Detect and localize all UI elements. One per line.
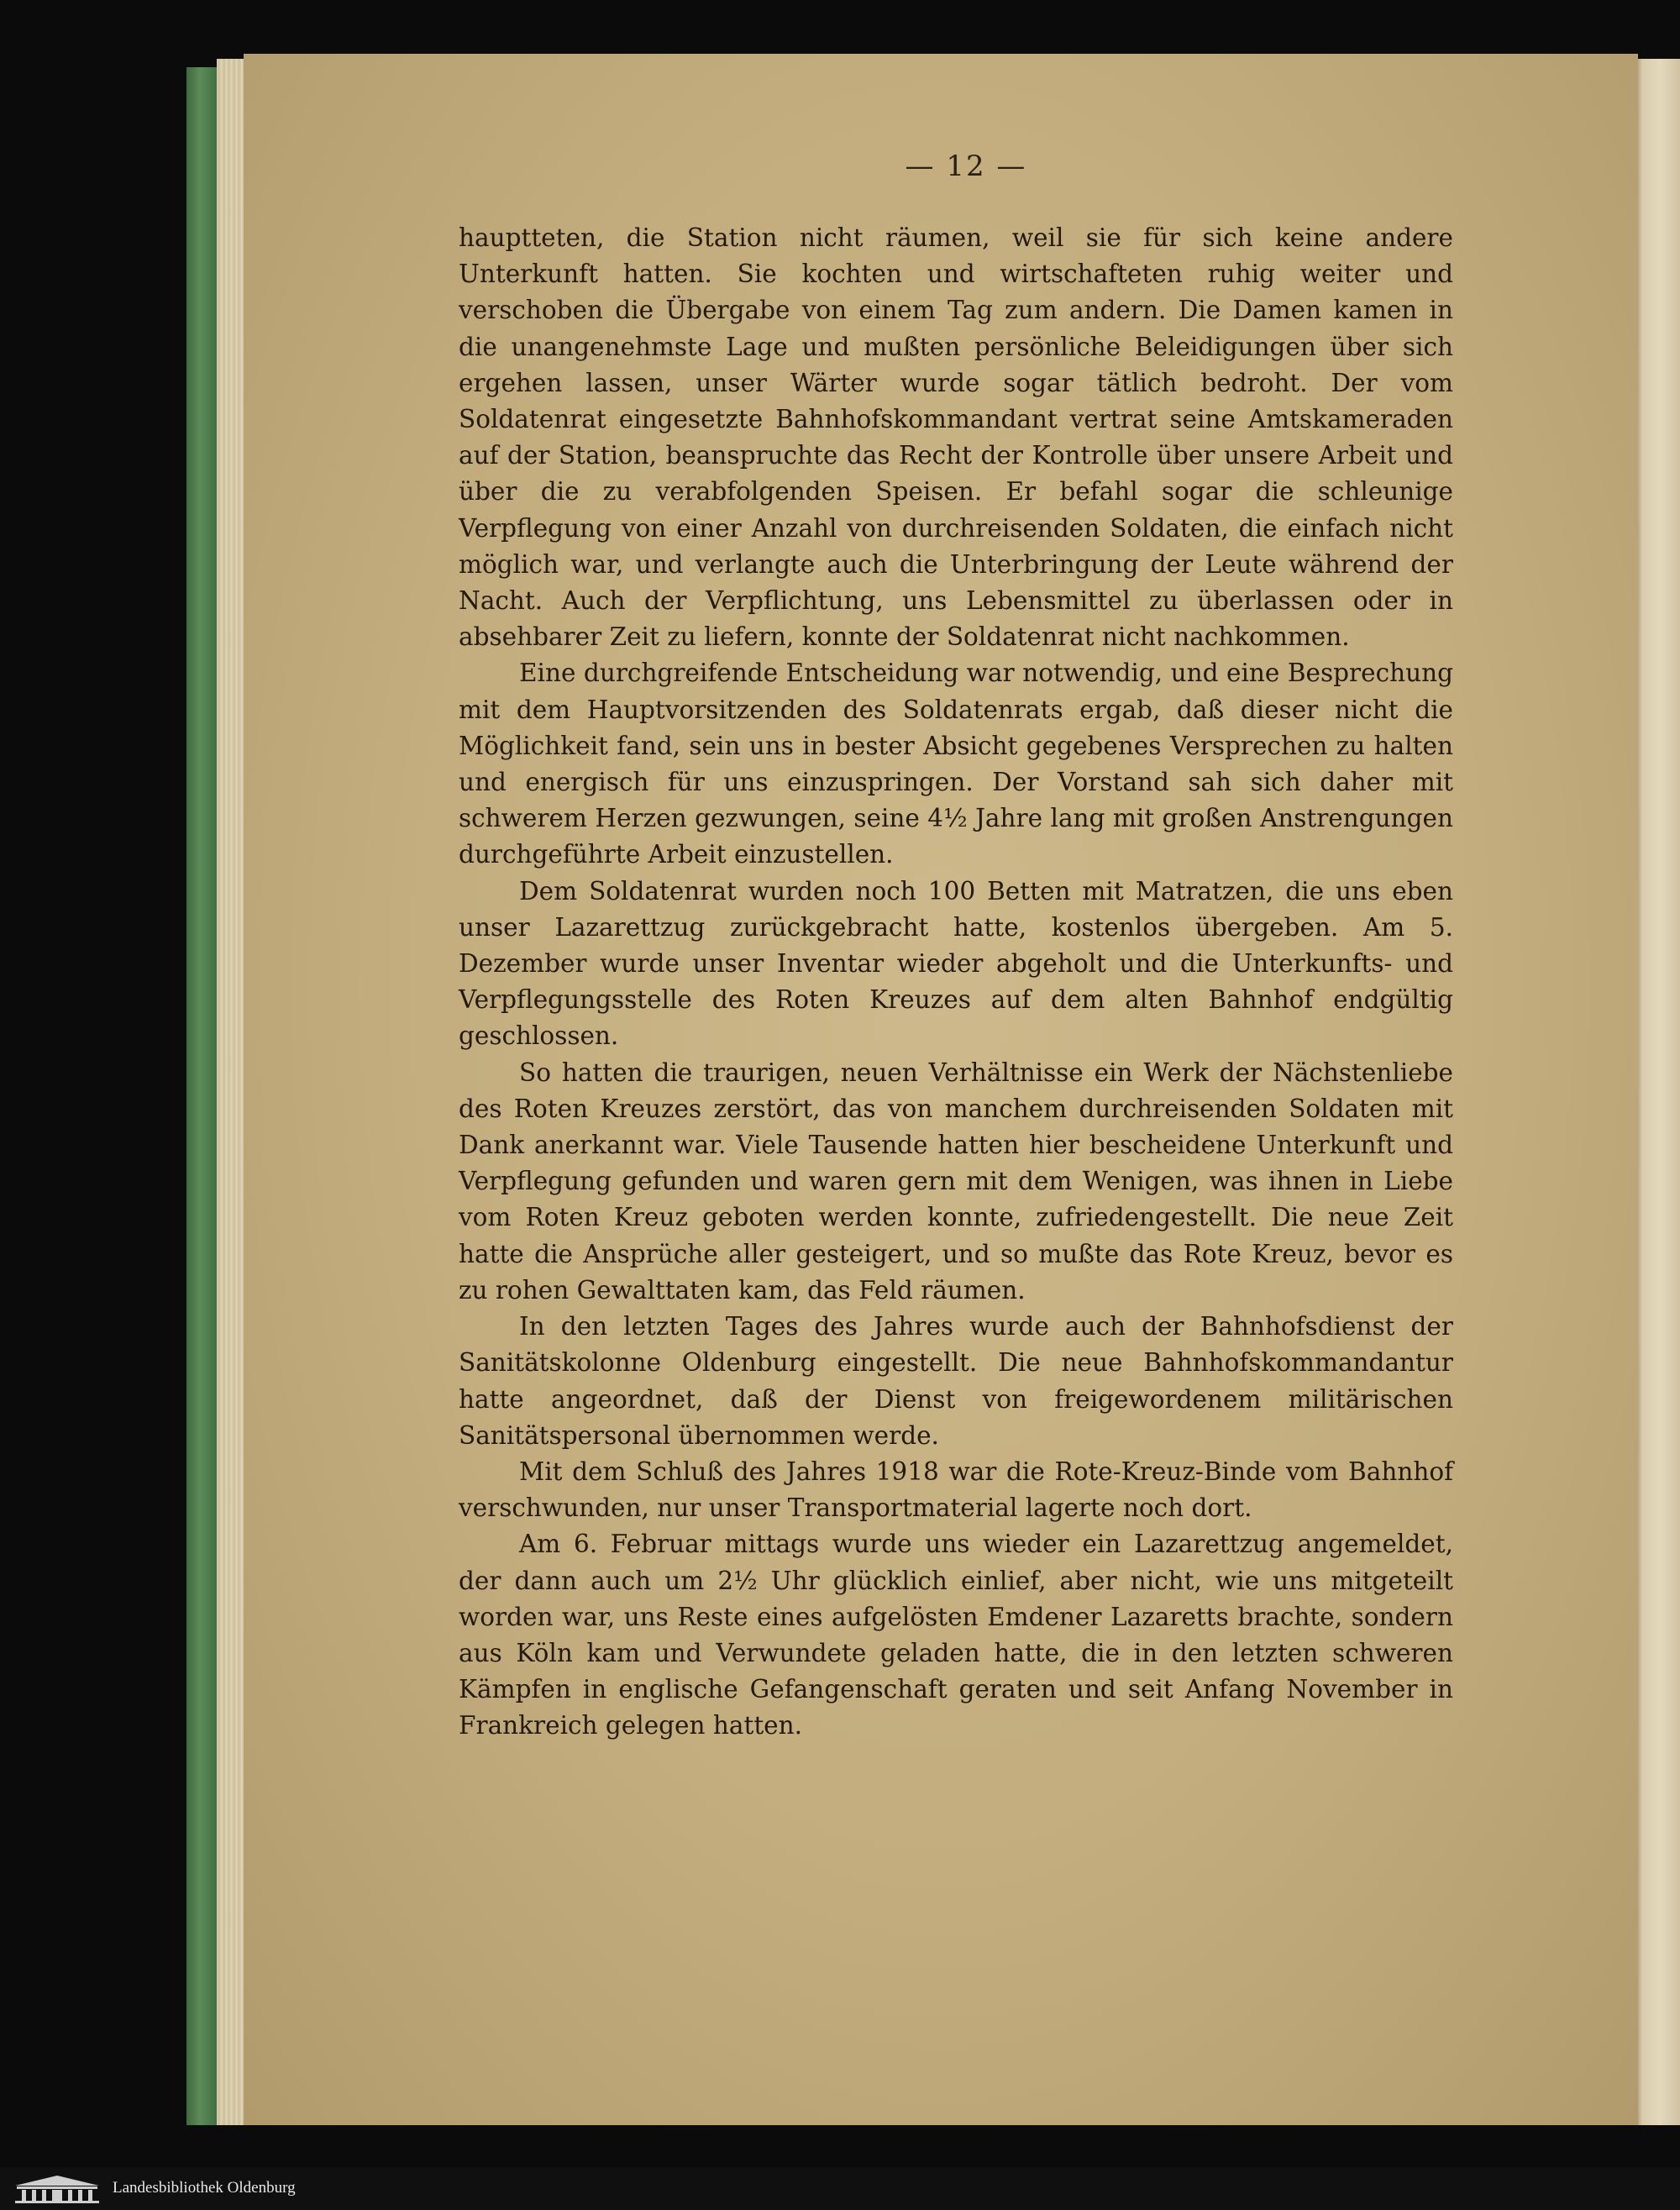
paragraph: Dem Soldatenrat wurden noch 100 Betten mit Matratzen, die uns eben unser Lazarettzug zurückgebracht hatte, kostenlos übergeben. Am 5. Dezember wurde unser Inventar wieder abgeholt und die Unterkunfts- und Verpflegungsstelle des Roten Kreuzes auf dem alten Bahnhof endgültig geschlossen. <box>459 876 1453 1051</box>
paragraph: Am 6. Februar mittags wurde uns wieder ein Lazarettzug angemeldet, der dann auch um 2½ Uhr glücklich einlief, aber nicht, wie uns mitgeteilt worden war, uns Reste eines aufgelösten Emdener Lazaretts brachte, sondern aus Köln kam und Verwundete geladen hatte, die in den letzten schweren Kämpfen in englische Gefangenschaft geraten und seit Anfang November in Frankreich gelegen hatten. <box>459 1530 1453 1740</box>
library-name[interactable]: Landesbibliothek Oldenburg <box>113 2179 296 2197</box>
library-building-icon <box>10 2174 104 2204</box>
page-number: — 12 — <box>905 150 1027 183</box>
paragraph: In den letzten Tages des Jahres wurde auch der Bahnhofsdienst der Sanitätskolonne Oldenburg eingestellt. Die neue Bahnhofskommandantur hatte angeordnet, daß der Dienst von freigewordenem militärischen Sanitätspersonal übernommen werde. <box>459 1312 1453 1450</box>
footer-bar <box>0 2167 1680 2210</box>
paragraph: Eine durchgreifende Entscheidung war notwendig, und eine Besprechung mit dem Hauptvorsitzenden des Soldatenrats ergab, daß dieser nicht die Möglichkeit fand, sein uns in bester Absicht gegebenes Versprechen zu halten und energisch für uns einzuspringen. Der Vorstand sah sich daher mit schwerem Herzen gezwungen, seine 4½ Jahre lang mit großen Anstrengungen durchgeführte Arbeit einzustellen. <box>459 659 1453 869</box>
paragraph: hauptteten, die Station nicht räumen, weil sie für sich keine andere Unterkunft hatten. Sie kochten und wirtschafteten ruhig weiter und verschoben die Übergabe von einem Tag zum andern. Die Damen kamen in die unangenehmste Lage und mußten persönliche Beleidigungen über sich ergehen lassen, unser Wärter wurde sogar tätlich bedroht. Der vom Soldatenrat eingesetzte Bahnhofskommandant vertrat seine Amtskameraden auf der Station, beanspruchte das Recht der Kontrolle über unsere Arbeit und über die zu verabfolgenden Speisen. Er befahl sogar die schleunige Verpflegung von einer Anzahl von durchreisenden Soldaten, die einfach nicht möglich war, und verlangte auch die Unterbringung der Leute während der Nacht. Auch der Verpflichtung, uns Lebensmittel zu überlassen oder in absehbarer Zeit zu liefern, konnte der Soldatenrat nicht nachkommen. <box>459 223 1453 652</box>
paragraph: So hatten die traurigen, neuen Verhältnisse ein Werk der Nächstenliebe des Roten Kreuzes zerstört, das von manchem durchreisenden Soldaten mit Dank anerkannt war. Viele Tausende hatten hier bescheidene Unterkunft und Verpflegung gefunden und waren gern mit dem Wenigen, was ihnen in Liebe vom Roten Kreuz geboten werden konnte, zufriedengestellt. Die neue Zeit hatte die Ansprüche aller gesteigert, und so mußte das Rote Kreuz, bevor es zu rohen Gewalttaten kam, das Feld räumen. <box>459 1058 1453 1304</box>
paragraph: Mit dem Schluß des Jahres 1918 war die Rote-Kreuz-Binde vom Bahnhof verschwunden, nur unser Transportmaterial lagerte noch dort. <box>459 1457 1453 1523</box>
page-body-text <box>459 220 1453 1745</box>
book-spine <box>186 67 220 2125</box>
